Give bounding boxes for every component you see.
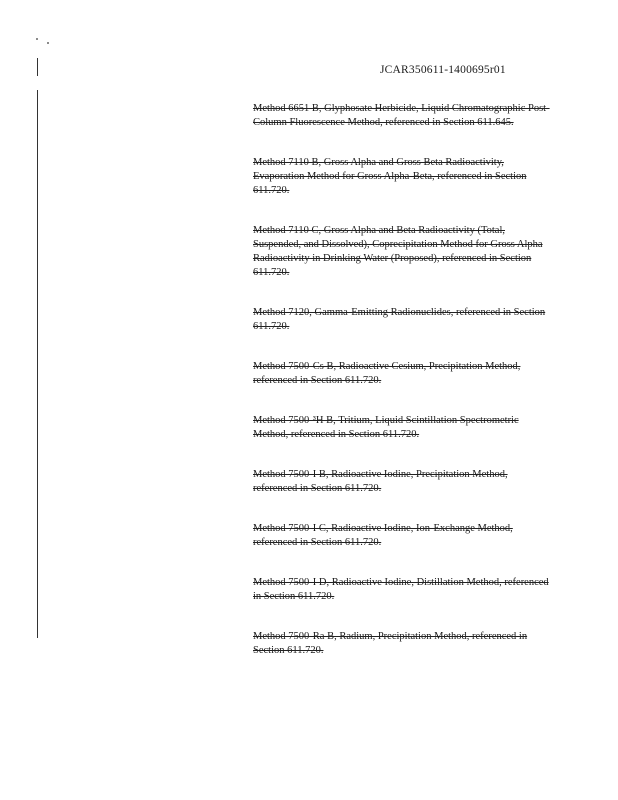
scan-speck xyxy=(47,42,49,44)
method-entry: Method 7500-I D, Radioactive Iodine, Distillation Method, referenced in Section 611.720. xyxy=(253,577,549,602)
margin-rule xyxy=(37,90,38,638)
method-entry: Method 7110 C, Gross Alpha and Beta Radioactivity (Total, Suspended, and Dissolved), Coprecipitation Method for Gross Alpha Radioactivity in Drinking Water (Proposed), referenced in Section 611.720. xyxy=(253,225,543,278)
method-entry: Method 7500-I B, Radioactive Iodine, Precipitation Method, referenced in Section 611.720. xyxy=(253,469,508,494)
method-entry: Method 7110 B, Gross Alpha and Gross Beta Radioactivity, Evaporation Method for Gross Alpha-Beta, referenced in Section 611.720. xyxy=(253,157,527,196)
method-entry: Method 7500-Ra B, Radium, Precipitation Method, referenced in Section 611.720. xyxy=(253,631,528,656)
margin-rule-top xyxy=(37,58,38,76)
method-entry: Method 7500-³H B, Tritium, Liquid Scintillation Spectrometric Method, referenced in Section 611.720. xyxy=(253,415,519,440)
scan-speck xyxy=(36,38,38,40)
method-entry: Method 7500-Cs B, Radioactive Cesium, Precipitation Method, referenced in Section 611.720. xyxy=(253,361,521,386)
method-entry: Method 7500-I C, Radioactive Iodine, Ion-Exchange Method, referenced in Section 611.720. xyxy=(253,523,513,548)
method-entry: Method 6651 B, Glyphosate Herbicide, Liquid Chromatographic Post-Column Fluorescence Method, referenced in Section 611.645. xyxy=(253,103,550,128)
method-list xyxy=(253,102,553,684)
document-id: JCAR350611-1400695r01 xyxy=(380,64,506,76)
method-entry: Method 7120, Gamma-Emitting Radionuclides, referenced in Section 611.720. xyxy=(253,307,546,332)
